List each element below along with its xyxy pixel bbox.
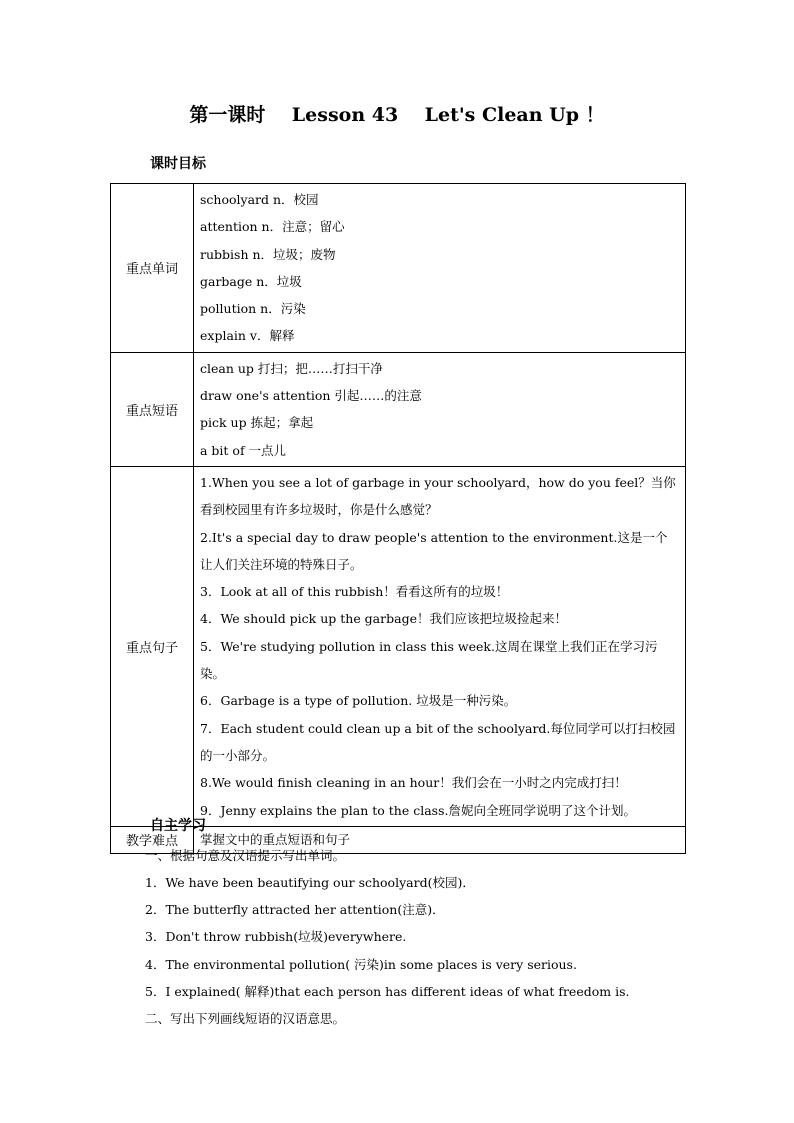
sentence-line: 3．Look at all of this rubbish！看看这所有的垃圾！ — [200, 584, 509, 600]
exercise-item: 1．We have been beautifying our schoolyard(校园)． — [145, 875, 475, 890]
word-line: attention n．注意；留心 — [200, 219, 345, 235]
table-row — [111, 466, 686, 826]
exercise-item: 5．I explained( 解释)that each person has different ideas of what freedom is. — [145, 984, 630, 999]
row-label: 教学难点 — [111, 826, 194, 853]
section-heading-goals: 课时目标 — [150, 156, 206, 172]
table-row — [111, 184, 686, 353]
sentence-line: 7．Each student could clean up a bit of the schoolyard.每位同学可以打扫校园的一小部分。 — [200, 720, 676, 763]
phrase-line: draw one's attention 引起……的注意 — [200, 388, 422, 404]
sentence-line: 6．Garbage is a type of pollution. 垃圾是一种污染。 — [200, 693, 517, 709]
phrase-line: pick up 拣起；拿起 — [200, 415, 314, 431]
objectives-table — [110, 183, 686, 854]
word-line: schoolyard n．校园 — [200, 192, 319, 207]
word-line: pollution n．污染 — [200, 301, 306, 317]
sentence-line: 2.It's a special day to draw people's attention to the environment.这是一个让人们关注环境的特殊日子。 — [200, 529, 668, 572]
exercise-item: 3．Don't throw rubbish(垃圾)everywhere. — [145, 929, 407, 944]
page-title: 第一课时 Lesson 43 Let's Clean Up ！ — [189, 104, 605, 126]
sentence-line: 9．Jenny explains the plan to the class.詹妮向全班同学说明了这个计划。 — [200, 802, 636, 818]
row-label: 重点句子 — [111, 466, 194, 826]
phrase-line: a bit of 一点儿 — [200, 442, 287, 458]
word-line: garbage n．垃圾 — [200, 273, 302, 289]
exercise-item: 2．The butterfly attracted her attention(注意)． — [145, 902, 445, 917]
row-content — [194, 352, 686, 466]
sentence-line: 5．We're studying pollution in class this week.这周在课堂上我们正在学习污染。 — [200, 638, 658, 682]
phrase-line: clean up 打扫；把……打扫干净 — [200, 360, 383, 376]
sentence-line: 1.When you see a lot of garbage in your schoolyard，how do you feel？当你看到校园里有许多垃圾时，你是什么感觉？ — [200, 474, 676, 518]
exercise-item: 4．The environmental pollution( 污染)in some places is very serious. — [145, 957, 577, 972]
exercise-part-heading: 一、根据句意及汉语提示写出单词。 — [145, 848, 346, 863]
word-line: rubbish n．垃圾；废物 — [200, 246, 336, 262]
row-label: 重点短语 — [111, 352, 194, 466]
row-label: 重点单词 — [111, 184, 194, 353]
sentence-line: 4．We should pick up the garbage！我们应该把垃圾捡起来！ — [200, 611, 567, 627]
sentence-line: 8.We would finish cleaning in an hour！我们会在一小时之内完成打扫！ — [200, 775, 627, 791]
table-row — [111, 352, 686, 466]
row-content — [194, 184, 686, 353]
section-heading-self-study: 自主学习 — [150, 818, 206, 834]
exercise-part-heading: 二、写出下列画线短语的汉语意思。 — [145, 1011, 346, 1026]
word-line: explain v．解释 — [200, 328, 295, 344]
row-content — [194, 466, 686, 826]
difficulty-line: 掌握文中的重点短语和句子 — [200, 831, 351, 847]
